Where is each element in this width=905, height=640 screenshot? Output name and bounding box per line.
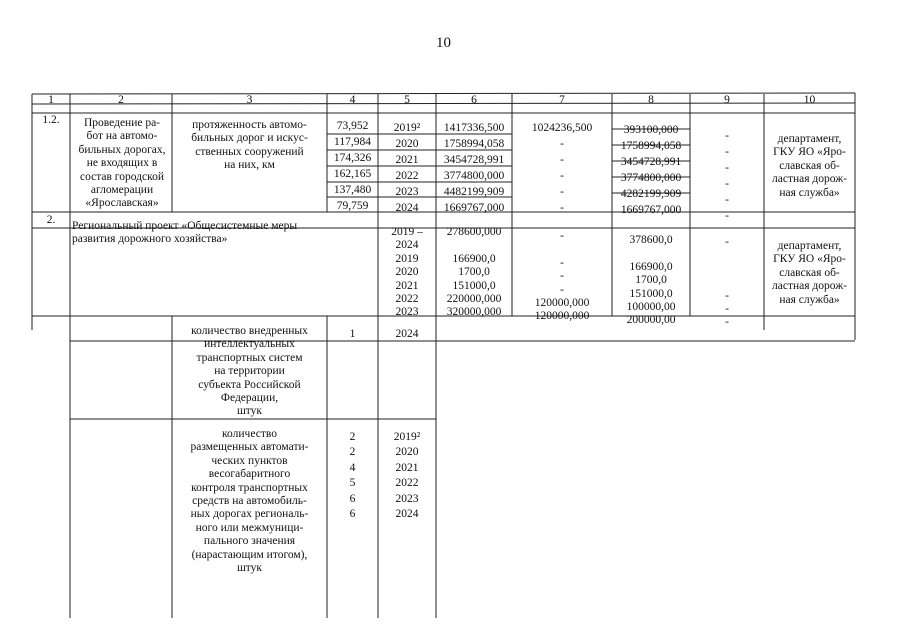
header-cell-3: 3 — [246, 94, 253, 106]
row-1-2-years: 2019² 2020 2021 2022 2023 2024 — [393, 122, 421, 214]
row-2-other-funding: - - - - — [725, 236, 729, 329]
row-2-federal-funding: - - - - 120000,000 120000,000 — [534, 230, 590, 323]
intelligent-transport-systems-year: 2024 — [395, 328, 419, 340]
header-cell-4: 4 — [349, 94, 356, 106]
header-cell-10: 10 — [803, 94, 816, 106]
header-cell-8: 8 — [648, 94, 654, 106]
indicator-weight-control-points: количество размещенных автомати- ческих пунктов весогабаритного контроля транспортных средств на автомобиль- ных дорогах региональ- ного или межмуници- пального значения (нарастающим итогом), штук — [190, 428, 309, 575]
row-1-2-federal-funding: 1024236,500 - - - - - — [531, 122, 593, 214]
header-cell-1: 1 — [48, 94, 54, 106]
row-1-2-indicator: протяженность автомо- бильных дорог и искус- ственных сооружений на них, км — [191, 119, 308, 172]
page-number: 10 — [436, 35, 451, 51]
weight-control-points-values: 2 2 4 5 6 6 — [349, 431, 356, 521]
row-1-2-number: 1.2. — [42, 114, 60, 126]
row-2-executor: департамент, ГКУ ЯО «Яро- славская об- ластная дорож- ная служба» — [772, 240, 847, 306]
row-1-2-event-name: Проведение ра- бот на автомо- бильных дорогах, не входящих в состав городской агломерации «Ярославская» — [78, 117, 166, 210]
row-2-project-name: Региональный проект «Общесистемные меры развития дорожного хозяйства» — [72, 220, 298, 246]
row-2-years: 2019 – 2024 2019 2020 2021 2022 2023 — [391, 226, 423, 319]
header-cell-5: 5 — [404, 94, 410, 106]
header-cell-7: 7 — [559, 94, 565, 106]
row-2-number: 2. — [46, 214, 56, 226]
row-1-2-executor: департамент, ГКУ ЯО «Яро- славская об- ластная дорож- ная служба» — [772, 133, 847, 199]
weight-control-points-years: 2019² 2020 2021 2022 2023 2024 — [393, 431, 421, 521]
header-cell-6: 6 — [471, 94, 477, 106]
header-cell-2: 2 — [118, 94, 124, 106]
header-cell-9: 9 — [724, 94, 730, 106]
row-2-regional-funding: 378600,0 166900,0 1700,0 151000,0 100000,00 200000,00 — [626, 234, 676, 327]
row-1-2-indicator-values: 73,952 117,984 174,326 162,165 137,480 79,759 — [333, 120, 372, 212]
indicator-intelligent-transport-systems: количество внедренных интеллектуальных транспортных систем на территории субъекта Российской Федерации, штук — [191, 325, 308, 418]
row-1-2-other-funding: - - - - - - — [725, 130, 729, 222]
row-1-2-total-funding: 1417336,500 1758994,058 3454728,991 3774800,000 4482199,909 1669767,000 — [443, 122, 505, 214]
row-2-total-funding: 278600,000 166900,0 1700,0 151000,0 220000,000 320000,000 — [446, 226, 502, 319]
intelligent-transport-systems-value: 1 — [349, 328, 356, 340]
row-1-2-regional-funding: 393100,000 1758994,058 3454728,991 3774800,000 4282199,909 1669767,000 — [620, 124, 682, 216]
